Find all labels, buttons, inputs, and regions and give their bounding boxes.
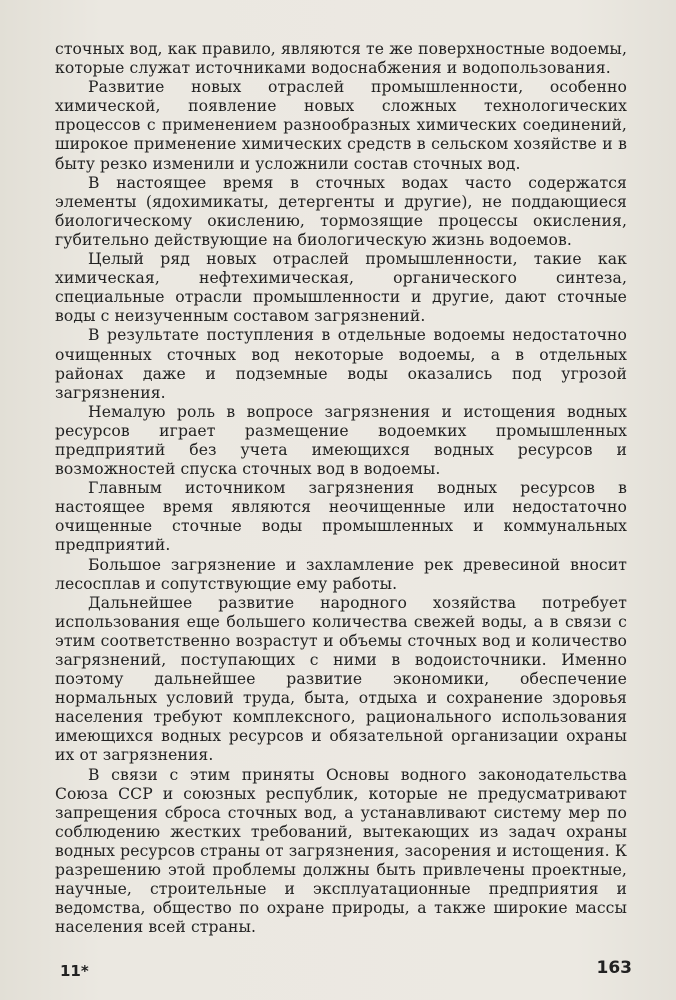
printer-signature-mark: 11* xyxy=(60,962,89,980)
paragraph-2: Развитие новых отраслей промышленности, особенно химической, появление новых сложных технологических процессов с применением разнообразных химических соединений, широкое применение химических средств в сельском хозяйстве и в быту резко изменили и усложнили состав сточных вод. xyxy=(55,78,627,173)
paragraph-4: Целый ряд новых отраслей промышленности, такие как химическая, нефтехимическая, органического синтеза, специальные отрасли промышленности и другие, дают сточные воды с неизученным составом загрязнений. xyxy=(55,250,627,326)
paragraph-5: В результате поступления в отдельные водоемы недостаточно очищенных сточных вод некоторые водоемы, а в отдельных районах даже и подземные воды оказались под угрозой загрязнения. xyxy=(55,326,627,402)
body-text xyxy=(55,40,627,937)
paragraph-10: В связи с этим приняты Основы водного законодательства Союза ССР и союзных республик, которые не предусматривают запрещения сброса сточных вод, а устанавливают систему мер по соблюдению жестких требований, вытекающих из задач охраны водных ресурсов страны от загрязнения, засорения и истощения. К разрешению этой проблемы должны быть привлечены проектные, научные, строительные и эксплуатационные предприятия и ведомства, общество по охране природы, а также широкие массы населения всей страны. xyxy=(55,765,627,937)
page-number: 163 xyxy=(596,958,632,978)
paragraph-7: Главным источником загрязнения водных ресурсов в настоящее время являются неочищенные или недостаточно очищенные сточные воды промышленных и коммунальных предприятий. xyxy=(55,479,627,555)
paragraph-6: Немалую роль в вопросе загрязнения и истощения водных ресурсов играет размещение водоемких промышленных предприятий без учета имеющихся водных ресурсов и возможностей спуска сточных вод в водоемы. xyxy=(55,402,627,479)
paragraph-3: В настоящее время в сточных водах часто содержатся элементы (ядохимикаты, детергенты и другие), не поддающиеся биологическому окислению, тормозящие процессы окисления, губительно действующие на биологическую жизнь водоемов. xyxy=(55,173,627,249)
paragraph-8: Большое загрязнение и захламление рек древесиной вносит лесосплав и сопутствующие ему работы. xyxy=(55,555,627,593)
paragraph-1: сточных вод, как правило, являются те же поверхностные водоемы, которые служат источниками водоснабжения и водопользования. xyxy=(55,40,627,78)
paragraph-9: Дальнейшее развитие народного хозяйства потребует использования еще большего количества свежей воды, а в связи с этим соответственно возрастут и объемы сточных вод и количество загрязнений, поступающих с ними в водоисточники. Именно поэтому дальнейшее развитие экономики, обеспечение нормальных условий труда, быта, отдыха и сохранение здоровья населения требуют комплексного, рационального использования имеющихся водных ресурсов и обязательной организации охраны их от загрязнения. xyxy=(55,593,627,765)
